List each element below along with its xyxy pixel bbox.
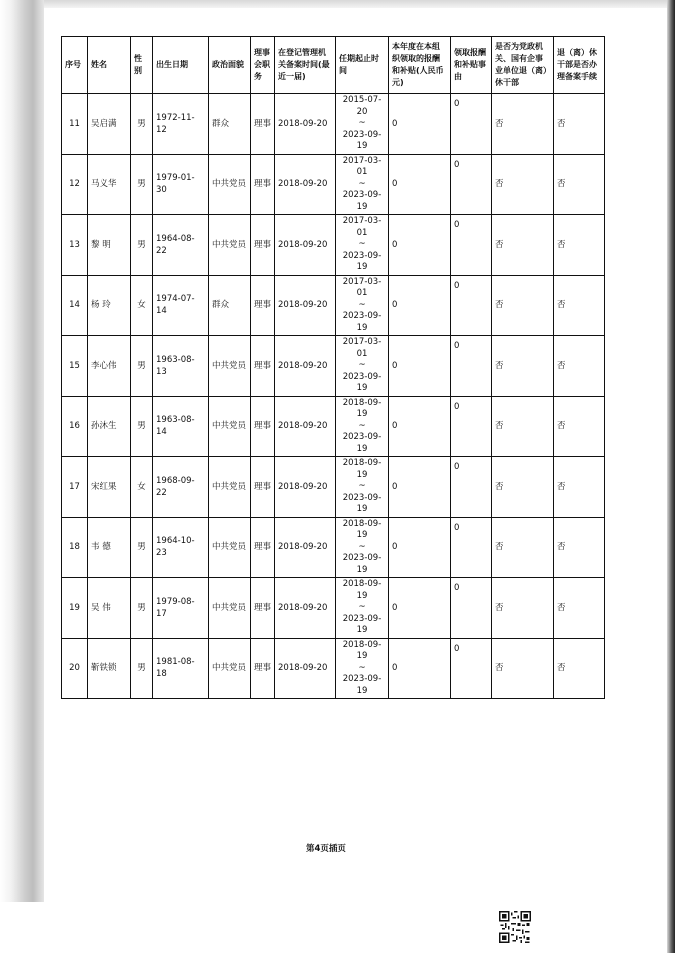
header-cell: 领取报酬和补贴事由 [451, 37, 492, 94]
cell-remuneration: 0 [389, 154, 451, 215]
cell-number: 14 [62, 275, 88, 336]
cell-political-status: 群众 [209, 275, 251, 336]
cell-political-status: 中共党员 [209, 578, 251, 639]
table-header-row [62, 37, 605, 94]
header-cell: 本年度在本组织领取的报酬和补贴(人民币元) [389, 37, 451, 94]
cell-remuneration: 0 [389, 517, 451, 578]
term-start: 2017-03-01 [342, 216, 382, 238]
cell-remuneration-reason: 0 [451, 638, 492, 699]
cell-remuneration: 0 [389, 94, 451, 155]
header-cell: 在登记管理机关备案时间(最近一届) [275, 37, 336, 94]
term-end: 2023-09-19 [342, 613, 382, 635]
cell-filing-date: 2018-09-20 [275, 578, 336, 639]
cell-retire-filing: 否 [554, 396, 605, 457]
cell-name: 宋红果 [88, 457, 131, 518]
cell-gender: 女 [131, 275, 153, 336]
cell-political-status: 中共党员 [209, 517, 251, 578]
cell-retire-filing: 否 [554, 517, 605, 578]
qr-code-icon [499, 911, 531, 943]
cell-term [336, 94, 389, 155]
cell-remuneration: 0 [389, 336, 451, 397]
term-start: 2018-09-19 [342, 458, 382, 480]
cell-birth-date: 1979-08-17 [153, 578, 209, 639]
cell-term [336, 154, 389, 215]
council-members-table [61, 36, 605, 699]
cell-birth-date: 1963-08-13 [153, 336, 209, 397]
cell-retire-filing: 否 [554, 154, 605, 215]
cell-birth-date: 1972-11-12 [153, 94, 209, 155]
cell-filing-date: 2018-09-20 [275, 336, 336, 397]
cell-filing-date: 2018-09-20 [275, 517, 336, 578]
cell-number: 19 [62, 578, 88, 639]
cell-gender: 男 [131, 638, 153, 699]
term-sep: ~ [358, 602, 366, 612]
cell-remuneration-reason: 0 [451, 457, 492, 518]
table-row [62, 215, 605, 276]
cell-gender: 男 [131, 215, 153, 276]
term-start: 2015-07-20 [342, 95, 382, 117]
cell-political-status: 中共党员 [209, 457, 251, 518]
cell-retire-filing: 否 [554, 336, 605, 397]
header-cell: 任期起止时间 [336, 37, 389, 94]
term-start: 2017-03-01 [342, 276, 382, 298]
page-number-label: 第4页插页 [306, 844, 346, 854]
cell-retired-cadre: 否 [492, 517, 554, 578]
cell-birth-date: 1964-08-22 [153, 215, 209, 276]
cell-name: 马义华 [88, 154, 131, 215]
header-cell: 政治面貌 [209, 37, 251, 94]
table-row [62, 578, 605, 639]
cell-birth-date: 1964-10-23 [153, 517, 209, 578]
cell-term [336, 578, 389, 639]
table-row [62, 457, 605, 518]
term-end: 2023-09-19 [342, 674, 382, 696]
cell-gender: 男 [131, 154, 153, 215]
cell-name: 吴启满 [88, 94, 131, 155]
term-end: 2023-09-19 [342, 492, 382, 514]
cell-name: 李心伟 [88, 336, 131, 397]
table-row [62, 94, 605, 155]
cell-political-status: 中共党员 [209, 336, 251, 397]
cell-gender: 男 [131, 396, 153, 457]
cell-remuneration: 0 [389, 215, 451, 276]
header-cell: 姓名 [88, 37, 131, 94]
cell-gender: 男 [131, 336, 153, 397]
cell-remuneration-reason: 0 [451, 336, 492, 397]
cell-council-position: 理事 [251, 94, 275, 155]
term-end: 2023-09-19 [342, 311, 382, 333]
cell-number: 13 [62, 215, 88, 276]
cell-remuneration: 0 [389, 638, 451, 699]
cell-birth-date: 1979-01-30 [153, 154, 209, 215]
cell-retired-cadre: 否 [492, 396, 554, 457]
cell-council-position: 理事 [251, 517, 275, 578]
cell-filing-date: 2018-09-20 [275, 154, 336, 215]
cell-birth-date: 1968-09-22 [153, 457, 209, 518]
term-sep: ~ [358, 299, 366, 310]
term-end: 2023-09-19 [342, 371, 382, 393]
cell-term [336, 517, 389, 578]
term-end: 2023-09-19 [342, 129, 382, 151]
header-cell: 是否为党政机关、国有企事业单位退（离）休干部 [492, 37, 554, 94]
cell-number: 18 [62, 517, 88, 578]
cell-remuneration: 0 [389, 578, 451, 639]
table-row [62, 336, 605, 397]
term-sep: ~ [358, 118, 366, 128]
term-sep: ~ [358, 239, 366, 249]
table-row [62, 396, 605, 457]
cell-gender: 男 [131, 517, 153, 578]
term-sep: ~ [358, 541, 366, 552]
cell-political-status: 中共党员 [209, 396, 251, 457]
cell-gender: 女 [131, 457, 153, 518]
cell-filing-date: 2018-09-20 [275, 94, 336, 155]
cell-council-position: 理事 [251, 154, 275, 215]
cell-remuneration-reason: 0 [451, 215, 492, 276]
cell-retired-cadre: 否 [492, 336, 554, 397]
term-start: 2017-03-01 [342, 337, 382, 359]
cell-political-status: 中共党员 [209, 215, 251, 276]
cell-name: 孙沐生 [88, 396, 131, 457]
cell-birth-date: 1981-08-18 [153, 638, 209, 699]
cell-retired-cadre: 否 [492, 457, 554, 518]
cell-retired-cadre: 否 [492, 94, 554, 155]
scan-top-shadow [0, 0, 675, 8]
cell-retired-cadre: 否 [492, 275, 554, 336]
term-sep: ~ [358, 662, 366, 673]
cell-number: 15 [62, 336, 88, 397]
term-sep: ~ [358, 360, 366, 370]
cell-number: 16 [62, 396, 88, 457]
cell-name: 黎 明 [88, 215, 131, 276]
cell-term [336, 215, 389, 276]
cell-term [336, 457, 389, 518]
cell-remuneration-reason: 0 [451, 578, 492, 639]
term-sep: ~ [358, 178, 366, 189]
header-cell: 理事会职务 [251, 37, 275, 94]
cell-retire-filing: 否 [554, 638, 605, 699]
cell-political-status: 群众 [209, 94, 251, 155]
term-end: 2023-09-19 [342, 432, 382, 454]
table-row [62, 517, 605, 578]
cell-number: 12 [62, 154, 88, 215]
scan-right-shadow [667, 0, 675, 953]
cell-term [336, 275, 389, 336]
cell-remuneration-reason: 0 [451, 396, 492, 457]
cell-filing-date: 2018-09-20 [275, 457, 336, 518]
cell-term [336, 396, 389, 457]
cell-birth-date: 1963-08-14 [153, 396, 209, 457]
cell-gender: 男 [131, 578, 153, 639]
cell-name: 吴 伟 [88, 578, 131, 639]
cell-name: 杨 玲 [88, 275, 131, 336]
cell-name: 靳铁锁 [88, 638, 131, 699]
cell-filing-date: 2018-09-20 [275, 638, 336, 699]
cell-term [336, 638, 389, 699]
cell-council-position: 理事 [251, 457, 275, 518]
cell-filing-date: 2018-09-20 [275, 215, 336, 276]
cell-council-position: 理事 [251, 215, 275, 276]
header-cell: 出生日期 [153, 37, 209, 94]
cell-political-status: 中共党员 [209, 154, 251, 215]
term-sep: ~ [358, 420, 366, 431]
cell-council-position: 理事 [251, 336, 275, 397]
table-row [62, 638, 605, 699]
cell-gender: 男 [131, 94, 153, 155]
cell-remuneration-reason: 0 [451, 94, 492, 155]
cell-filing-date: 2018-09-20 [275, 275, 336, 336]
term-start: 2018-09-19 [342, 397, 382, 419]
header-cell: 性别 [131, 37, 153, 94]
term-end: 2023-09-19 [342, 250, 382, 272]
scan-left-shadow [0, 0, 44, 953]
cell-remuneration-reason: 0 [451, 275, 492, 336]
table-row [62, 154, 605, 215]
cell-retired-cadre: 否 [492, 215, 554, 276]
cell-retire-filing: 否 [554, 578, 605, 639]
cell-retired-cadre: 否 [492, 154, 554, 215]
cell-term [336, 336, 389, 397]
term-sep: ~ [358, 481, 366, 491]
header-cell: 序号 [62, 37, 88, 94]
term-start: 2018-09-19 [342, 639, 382, 661]
table-body [62, 94, 605, 699]
cell-council-position: 理事 [251, 275, 275, 336]
cell-retire-filing: 否 [554, 215, 605, 276]
cell-political-status: 中共党员 [209, 638, 251, 699]
term-start: 2017-03-01 [342, 155, 382, 177]
cell-remuneration: 0 [389, 396, 451, 457]
cell-birth-date: 1974-07-14 [153, 275, 209, 336]
cell-retire-filing: 否 [554, 457, 605, 518]
term-start: 2018-09-19 [342, 518, 382, 540]
cell-council-position: 理事 [251, 638, 275, 699]
cell-remuneration: 0 [389, 457, 451, 518]
cell-number: 17 [62, 457, 88, 518]
cell-council-position: 理事 [251, 396, 275, 457]
cell-name: 韦 德 [88, 517, 131, 578]
cell-remuneration-reason: 0 [451, 154, 492, 215]
cell-number: 11 [62, 94, 88, 155]
scan-bottom-strip [0, 902, 44, 953]
cell-number: 20 [62, 638, 88, 699]
cell-retire-filing: 否 [554, 94, 605, 155]
cell-council-position: 理事 [251, 578, 275, 639]
header-cell: 退（离）休干部是否办理备案手续 [554, 37, 605, 94]
term-end: 2023-09-19 [342, 553, 382, 575]
cell-remuneration: 0 [389, 275, 451, 336]
cell-retire-filing: 否 [554, 275, 605, 336]
cell-retired-cadre: 否 [492, 638, 554, 699]
term-end: 2023-09-19 [342, 190, 382, 212]
cell-retired-cadre: 否 [492, 578, 554, 639]
cell-remuneration-reason: 0 [451, 517, 492, 578]
table-row [62, 275, 605, 336]
term-start: 2018-09-19 [342, 579, 382, 601]
cell-filing-date: 2018-09-20 [275, 396, 336, 457]
